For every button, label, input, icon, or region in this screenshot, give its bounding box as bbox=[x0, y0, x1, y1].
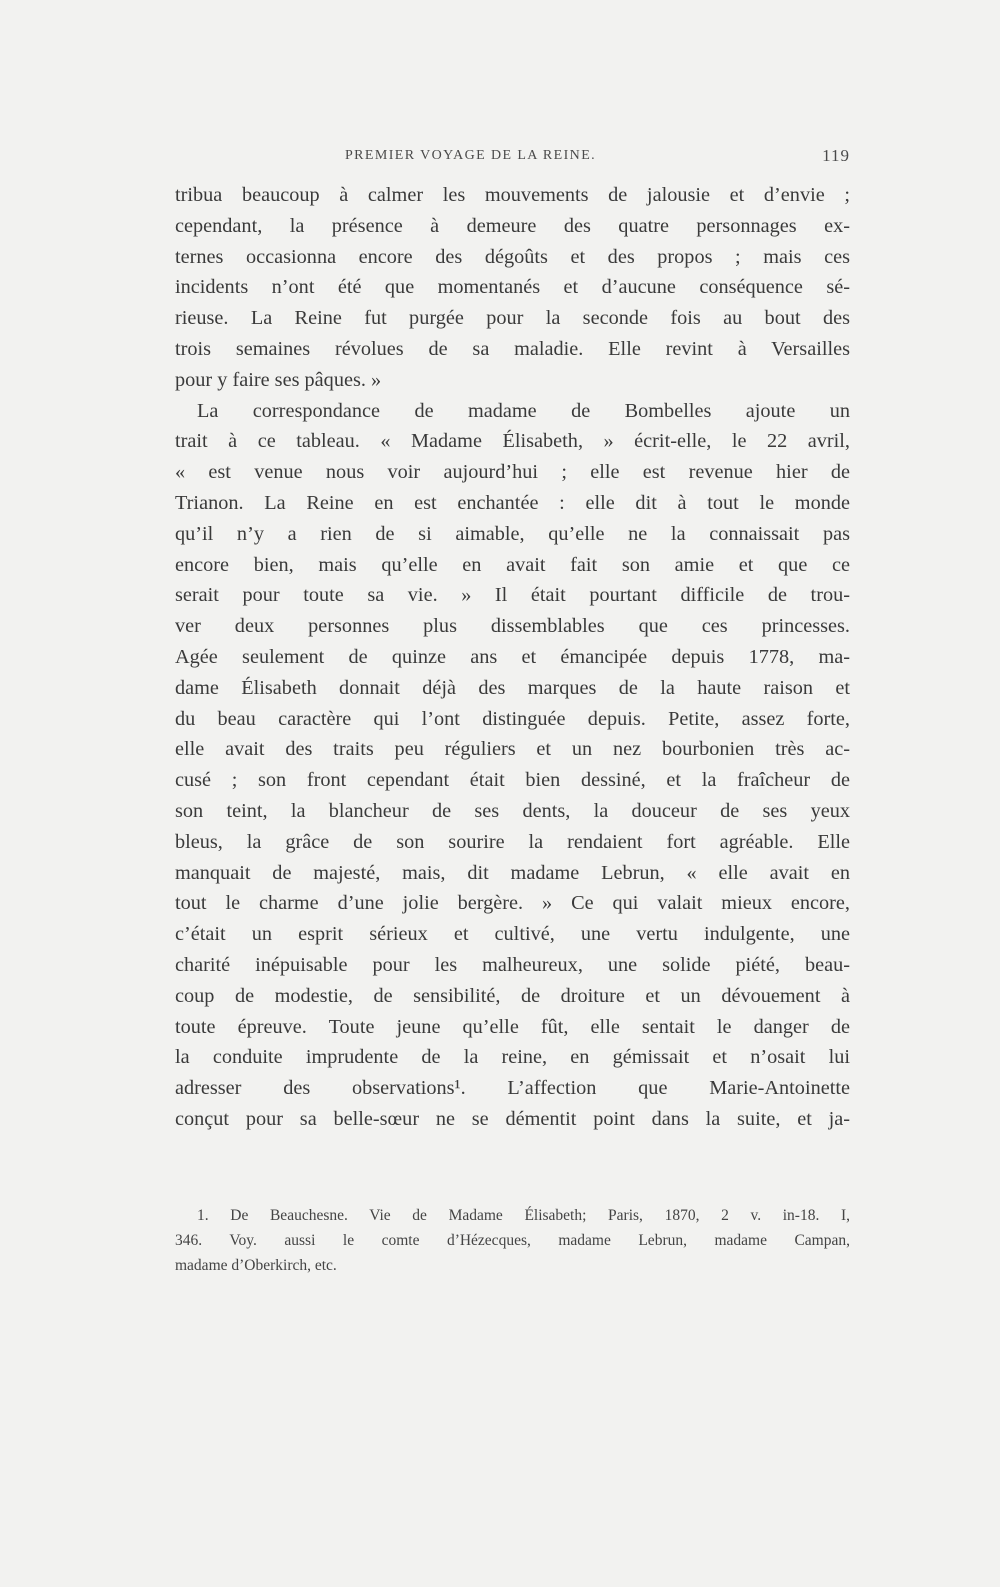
text-line: coup de modestie, de sensibilité, de droiture et un dévouement à bbox=[175, 984, 850, 1007]
text-line: conçut pour sa belle-sœur ne se démentit point dans la suite, et ja- bbox=[175, 1107, 850, 1130]
text-line: pour y faire ses pâques. » bbox=[175, 368, 382, 391]
text-line: incidents n’ont été que momentanés et d’aucune conséquence sé- bbox=[175, 276, 850, 299]
text-line: cependant, la présence à demeure des quatre personnages ex- bbox=[175, 214, 850, 237]
text-line: trait à ce tableau. « Madame Élisabeth, » écrit-elle, le 22 avril, bbox=[175, 430, 850, 453]
text-line: adresser des observations¹. L’affection que Marie-Antoinette bbox=[175, 1077, 850, 1100]
text-line: manquait de majesté, mais, dit madame Lebrun, « elle avait en bbox=[175, 861, 850, 884]
text-line: charité inépuisable pour les malheureux, une solide piété, beau- bbox=[175, 953, 850, 976]
page-number: 119 bbox=[822, 146, 850, 165]
footnote-line: madame d’Oberkirch, etc. bbox=[175, 1257, 337, 1274]
text-line: trois semaines révolues de sa maladie. Elle revint à Versailles bbox=[175, 337, 850, 360]
text-line: Agée seulement de quinze ans et émancipée depuis 1778, ma- bbox=[175, 645, 850, 668]
footnotes bbox=[175, 1203, 850, 1278]
text-line: La correspondance de madame de Bombelles ajoute un bbox=[197, 399, 850, 422]
text-line: qu’il n’y a rien de si aimable, qu’elle ne la connaissait pas bbox=[175, 522, 850, 545]
text-line: dame Élisabeth donnait déjà des marques de la haute raison et bbox=[175, 676, 850, 699]
text-line: Trianon. La Reine en est enchantée : elle dit à tout le monde bbox=[175, 491, 850, 514]
text-line: « est venue nous voir aujourd’hui ; elle est revenue hier de bbox=[175, 461, 850, 484]
text-line: bleus, la grâce de son sourire la rendaient fort agréable. Elle bbox=[175, 830, 850, 853]
text-line: elle avait des traits peu réguliers et un nez bourbonien très ac- bbox=[175, 738, 850, 761]
text-line: tribua beaucoup à calmer les mouvements de jalousie et d’envie ; bbox=[175, 184, 850, 206]
text-line: serait pour toute sa vie. » Il était pourtant difficile de trou- bbox=[175, 584, 850, 607]
text-line: toute épreuve. Toute jeune qu’elle fût, elle sentait le danger de bbox=[175, 1015, 850, 1038]
footnote-line: 1. De Beauchesne. Vie de Madame Élisabeth; Paris, 1870, 2 v. in-18. I, bbox=[197, 1207, 850, 1224]
text-line: ternes occasionna encore des dégoûts et des propos ; mais ces bbox=[175, 245, 850, 268]
running-head bbox=[175, 146, 850, 168]
running-title: PREMIER VOYAGE DE LA REINE. bbox=[345, 148, 597, 163]
text-line: c’était un esprit sérieux et cultivé, une vertu indulgente, une bbox=[175, 923, 850, 946]
text-line: du beau caractère qui l’ont distinguée depuis. Petite, assez forte, bbox=[175, 707, 850, 730]
text-line: son teint, la blancheur de ses dents, la douceur de ses yeux bbox=[175, 799, 850, 822]
body-text bbox=[175, 180, 850, 1135]
text-line: la conduite imprudente de la reine, en gémissait et n’osait lui bbox=[175, 1046, 850, 1069]
text-line: cusé ; son front cependant était bien dessiné, et la fraîcheur de bbox=[175, 769, 850, 792]
text-line: ver deux personnes plus dissemblables que ces princesses. bbox=[175, 615, 850, 638]
text-line: encore bien, mais qu’elle en avait fait son amie et que ce bbox=[175, 553, 850, 576]
text-line: tout le charme d’une jolie bergère. » Ce qui valait mieux encore, bbox=[175, 892, 850, 915]
text-line: rieuse. La Reine fut purgée pour la seconde fois au bout des bbox=[175, 307, 850, 330]
footnote-line: 346. Voy. aussi le comte d’Hézecques, madame Lebrun, madame Campan, bbox=[175, 1232, 850, 1249]
